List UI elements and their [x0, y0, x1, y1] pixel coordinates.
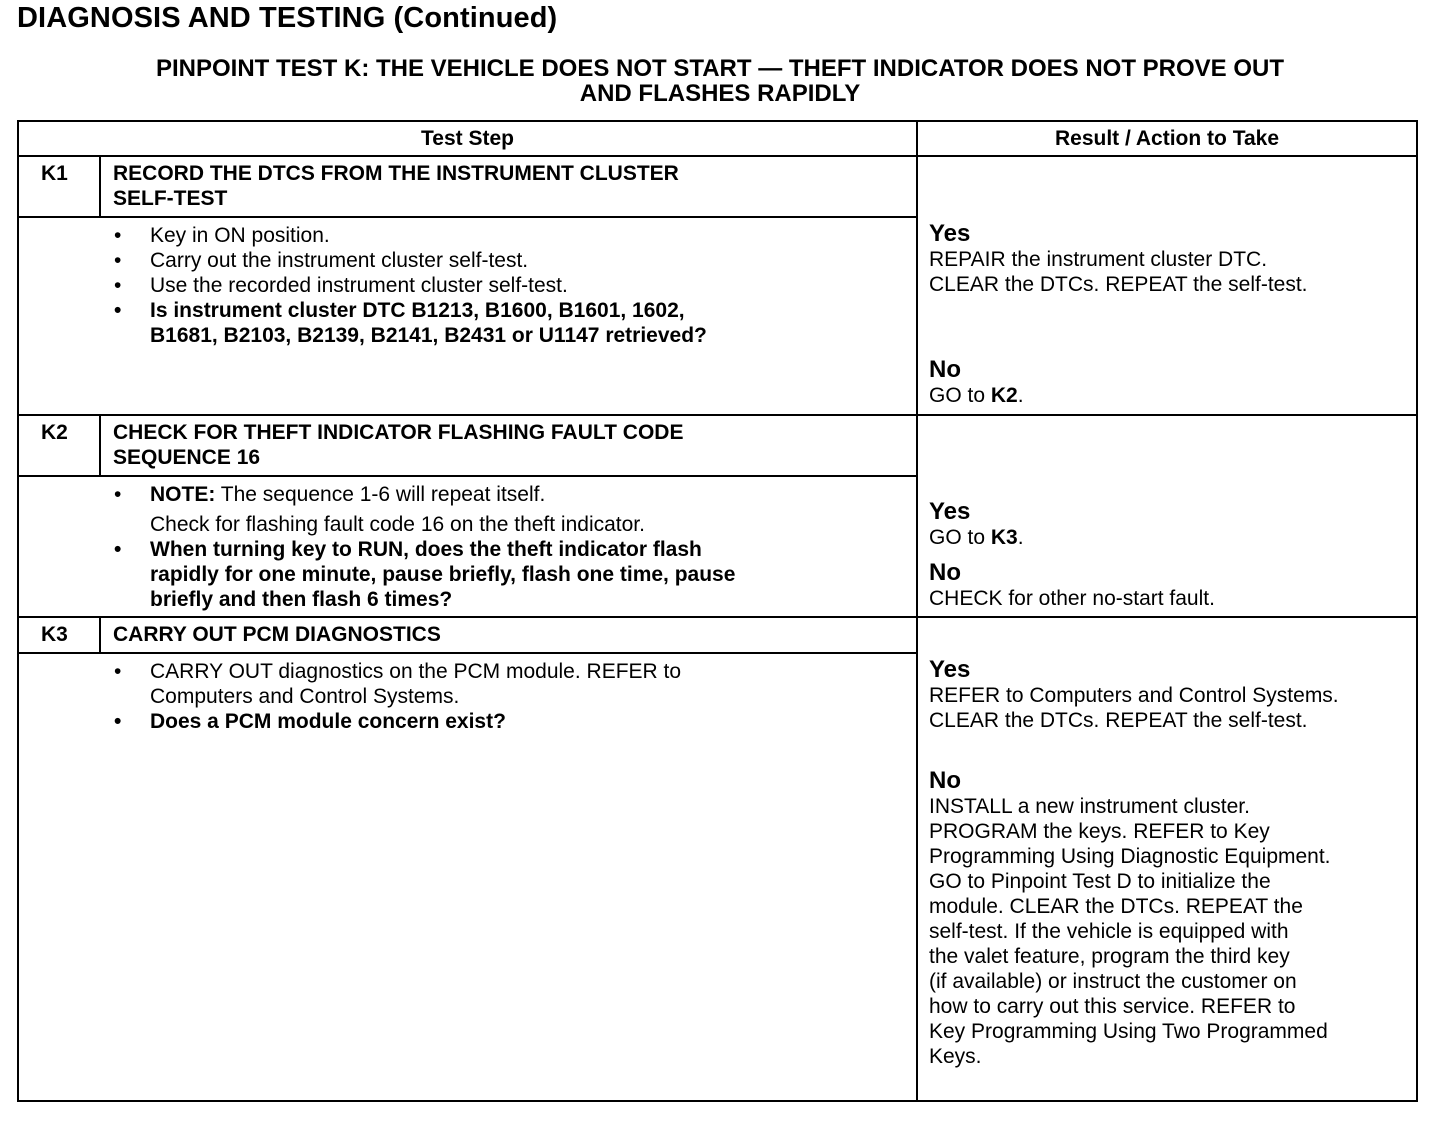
- action-line: Keys.: [929, 1045, 982, 1068]
- action-line: how to carry out this service. REFER to: [929, 995, 1296, 1018]
- list-item: • CARRY OUT diagnostics on the PCM module. REFER to: [150, 659, 681, 684]
- no-label: No: [929, 356, 961, 383]
- column-header-result: Result / Action to Take: [1054, 127, 1280, 150]
- step-title-k1-line-1: RECORD THE DTCS FROM THE INSTRUMENT CLUSTER: [113, 162, 679, 185]
- step-title-k2-line-2: SEQUENCE 16: [113, 446, 261, 469]
- result-k1-yes: [929, 220, 1308, 297]
- action-text: .: [1017, 384, 1024, 407]
- action-text: .: [1017, 526, 1024, 549]
- yes-label: Yes: [929, 220, 971, 247]
- result-k2-yes: [929, 498, 1024, 550]
- step-k3-instructions: [150, 659, 681, 734]
- list-item: briefly and then flash 6 times?: [150, 588, 453, 611]
- action-line: CHECK for other no-start fault.: [929, 587, 1215, 610]
- action-line: (if available) or instruct the customer on: [929, 970, 1297, 993]
- action-line: [929, 525, 1024, 550]
- action-line: the valet feature, program the third key: [929, 945, 1290, 968]
- k3-title-divider: [19, 652, 917, 654]
- step-reference-k3[interactable]: K3: [990, 526, 1018, 549]
- action-line: REFER to Computers and Control Systems.: [929, 684, 1339, 707]
- list-item: • Use the recorded instrument cluster self-test.: [150, 273, 707, 298]
- action-line: INSTALL a new instrument cluster.: [929, 795, 1250, 818]
- no-label: No: [929, 559, 961, 586]
- header-divider: [19, 155, 1416, 157]
- action-text: GO to: [929, 526, 991, 549]
- column-header-test-step: Test Step: [421, 127, 514, 150]
- action-line: GO to Pinpoint Test D to initialize the: [929, 870, 1271, 893]
- yes-label: Yes: [929, 656, 971, 683]
- pinpoint-test-table: [17, 120, 1418, 1102]
- k2-row-divider: [19, 616, 1416, 618]
- result-k1-no: [929, 356, 1024, 408]
- step-id-k1: K1: [41, 162, 68, 185]
- step-reference-k2[interactable]: K2: [990, 384, 1018, 407]
- k2-id-divider: [99, 414, 101, 476]
- list-item: Computers and Control Systems.: [150, 685, 460, 708]
- step-id-k3: K3: [41, 623, 68, 646]
- action-text: GO to: [929, 384, 991, 407]
- result-k3-no: [929, 767, 1331, 1069]
- column-divider: [916, 122, 918, 1100]
- result-k2-no: [929, 559, 1215, 611]
- list-item: B1681, B2103, B2139, B2141, B2431 or U1147 retrieved?: [150, 324, 707, 347]
- list-item: • Does a PCM module concern exist?: [150, 709, 681, 734]
- list-item: rapidly for one minute, pause briefly, flash one time, pause: [150, 563, 736, 586]
- step-id-k2: K2: [41, 421, 68, 444]
- action-line: PROGRAM the keys. REFER to Key: [929, 820, 1270, 843]
- list-item: • Carry out the instrument cluster self-test.: [150, 248, 707, 273]
- step-title-k1: [113, 161, 679, 211]
- list-item: • When turning key to RUN, does the theft indicator flash: [150, 537, 735, 562]
- step-k2-instructions: [150, 482, 735, 612]
- note-text: The sequence 1-6 will repeat itself.: [215, 483, 546, 506]
- pinpoint-test-title-line-2: AND FLASHES RAPIDLY: [579, 80, 861, 107]
- yes-label: Yes: [929, 498, 971, 525]
- step-title-k3: CARRY OUT PCM DIAGNOSTICS: [113, 623, 441, 646]
- list-item: • Key in ON position.: [150, 223, 707, 248]
- step-title-k2-line-1: CHECK FOR THEFT INDICATOR FLASHING FAULT CODE: [113, 421, 684, 444]
- list-item: [150, 482, 735, 507]
- pinpoint-test-title-line-1: PINPOINT TEST K: THE VEHICLE DOES NOT START — THEFT INDICATOR DOES NOT PROVE OUT: [155, 55, 1285, 82]
- action-line: Programming Using Diagnostic Equipment.: [929, 845, 1331, 868]
- k2-title-divider: [19, 475, 917, 477]
- action-line: CLEAR the DTCs. REPEAT the self-test.: [929, 273, 1308, 296]
- action-line: REPAIR the instrument cluster DTC.: [929, 248, 1268, 271]
- list-item: Check for flashing fault code 16 on the theft indicator.: [150, 513, 645, 536]
- k1-id-divider: [99, 155, 101, 217]
- action-line: CLEAR the DTCs. REPEAT the self-test.: [929, 709, 1308, 732]
- action-line: self-test. If the vehicle is equipped with: [929, 920, 1289, 943]
- k1-row-divider: [19, 414, 1416, 416]
- action-line: Key Programming Using Two Programmed: [929, 1020, 1328, 1043]
- action-line: [929, 383, 1024, 408]
- k1-title-divider: [19, 216, 917, 218]
- action-line: module. CLEAR the DTCs. REPEAT the: [929, 895, 1303, 918]
- page-header: DIAGNOSIS AND TESTING (Continued): [17, 2, 558, 34]
- note-label: NOTE:: [150, 483, 216, 506]
- step-title-k1-line-2: SELF-TEST: [113, 187, 228, 210]
- result-k3-yes: [929, 656, 1339, 733]
- step-k1-instructions: [150, 223, 707, 348]
- k3-id-divider: [99, 616, 101, 653]
- pinpoint-test-title: [30, 56, 1410, 106]
- step-title-k2: [113, 420, 683, 470]
- no-label: No: [929, 767, 961, 794]
- list-item: • Is instrument cluster DTC B1213, B1600, B1601, 1602,: [150, 298, 707, 323]
